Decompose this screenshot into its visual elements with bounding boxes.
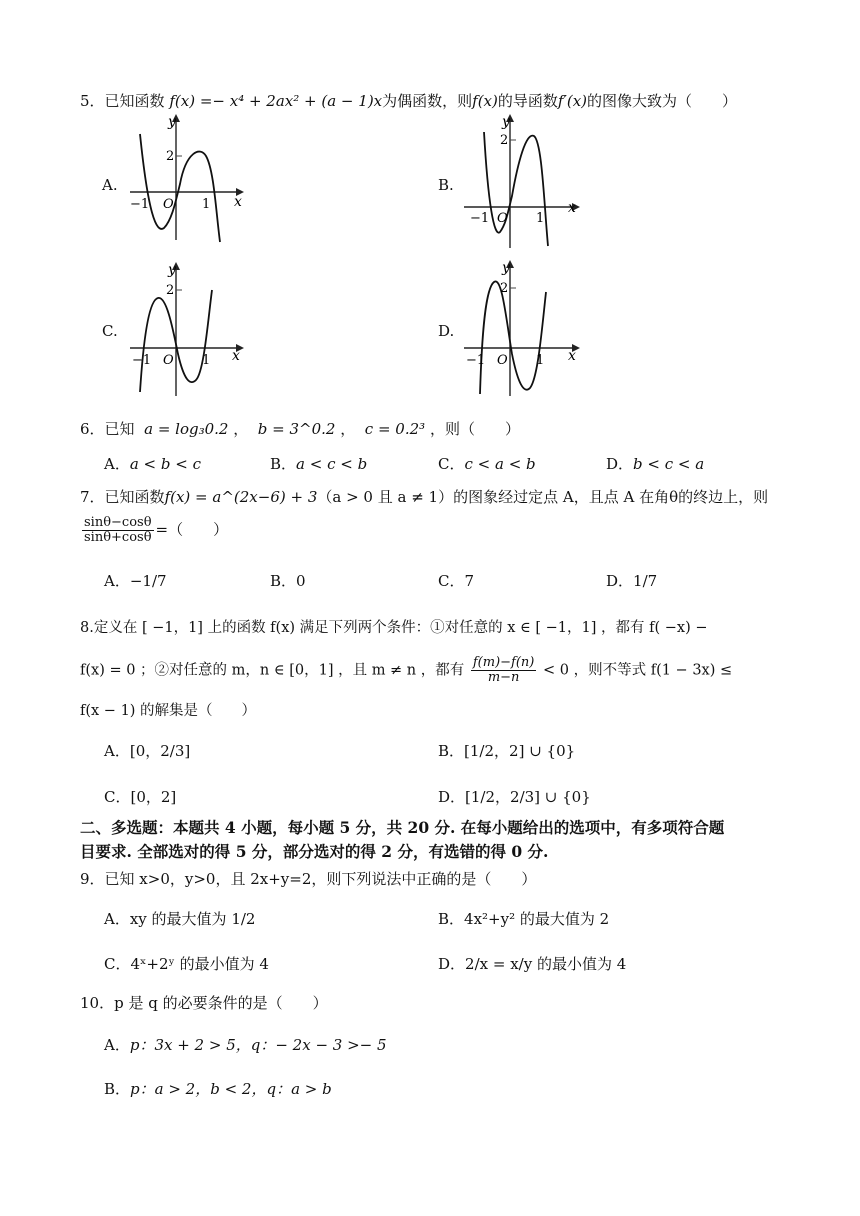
- q5-function: f(x) =− x⁴ + 2ax² + (a − 1)x: [169, 92, 383, 110]
- q7-expression: $\frac{\sin\theta-\cos\theta}{\sin\theta+\cos\theta}$ =（ ）: [84, 515, 229, 545]
- q9-option-c[interactable]: C．4ˣ+2ʸ 的最小值为 4: [104, 955, 269, 973]
- origin-label: O: [497, 353, 508, 368]
- q7-option-b[interactable]: B．0: [270, 572, 306, 590]
- q5-graph-d[interactable]: [460, 258, 582, 400]
- q7-option-c[interactable]: C．7: [438, 572, 475, 590]
- y-axis-label: y: [502, 114, 510, 130]
- q8-option-d[interactable]: D．[1/2，2/3] ∪ {0}: [438, 788, 591, 806]
- q9-stem: 9．已知 x>0，y>0，且 2x+y=2，则下列说法中正确的是（ ）: [80, 870, 537, 888]
- x-axis-label: x: [234, 194, 242, 210]
- q5-option-d-label[interactable]: D.: [438, 322, 455, 340]
- tick-2: 2: [500, 281, 509, 296]
- tick-neg1: −1: [130, 197, 150, 212]
- tick-2: 2: [166, 283, 175, 298]
- y-axis-label: y: [168, 262, 176, 278]
- q5-graph-a[interactable]: [126, 112, 244, 248]
- q10-option-a[interactable]: A．p：3x + 2 > 5，q：− 2x − 3 >− 5: [104, 1036, 387, 1054]
- origin-label: O: [163, 197, 174, 212]
- origin-label: O: [497, 211, 508, 226]
- q8-option-b[interactable]: B．[1/2，2] ∪ {0}: [438, 742, 576, 760]
- q9-option-b[interactable]: B．4x²+y² 的最大值为 2: [438, 910, 610, 928]
- q6-stem: 6．已知 a = log₃0.2 ， b = 3^0.2 ， c = 0.2³ ，则（ ）: [80, 420, 520, 438]
- tick-1: 1: [202, 353, 211, 368]
- q5-graph-c[interactable]: [126, 260, 244, 400]
- q9-option-d[interactable]: D．2/x = x/y 的最小值为 4: [438, 955, 627, 973]
- x-axis-label: x: [232, 348, 240, 364]
- y-axis-label: y: [502, 260, 510, 276]
- section-2-heading-line-2: 目要求. 全部选对的得 5 分，部分选对的得 2 分，有选错的得 0 分.: [80, 842, 549, 861]
- q9-option-a[interactable]: A．xy 的最大值为 1/2: [104, 910, 256, 928]
- q5-option-b-label[interactable]: B.: [438, 176, 454, 194]
- tick-2: 2: [166, 149, 175, 164]
- q7-option-a[interactable]: A．−1/7: [104, 572, 167, 590]
- tick-neg1: −1: [466, 353, 486, 368]
- q5-stem: 5．已知函数 f(x) =− x⁴ + 2ax² + (a − 1)x为偶函数，则f(x)的导函数f′(x)的图像大致为（ ）: [80, 92, 738, 110]
- y-axis-label: y: [168, 114, 176, 130]
- q8-line-1: 8.定义在 [ −1，1] 上的函数 f(x) 满足下列两个条件：①对任意的 x ∈ [ −1，1] ，都有 f( −x) −: [80, 620, 708, 636]
- tick-neg1: −1: [470, 211, 490, 226]
- q8-option-c[interactable]: C．[0，2]: [104, 788, 177, 806]
- q7-stem: 7．已知函数f(x) = a^(2x−6) + 3（a > 0 且 a ≠ 1）的图象经过定点 A，且点 A 在角θ的终边上，则: [80, 488, 769, 506]
- q7-option-d[interactable]: D．1/7: [606, 572, 658, 590]
- section-2-heading-line-1: 二、多选题：本题共 4 小题，每小题 5 分，共 20 分. 在每小题给出的选项中，有多项符合题: [80, 818, 725, 837]
- q8-line-3: f(x − 1) 的解集是（ ）: [80, 703, 257, 719]
- q10-option-b[interactable]: B．p：a > 2，b < 2，q：a > b: [104, 1080, 332, 1098]
- q6-option-d[interactable]: D．b < c < a: [606, 455, 705, 473]
- q5-option-a-label[interactable]: A.: [102, 176, 118, 194]
- q6-option-c[interactable]: C．c < a < b: [438, 455, 536, 473]
- q5-option-c-label[interactable]: C.: [102, 322, 118, 340]
- tick-2: 2: [500, 133, 509, 148]
- x-axis-label: x: [568, 348, 576, 364]
- q6-option-b[interactable]: B．a < c < b: [270, 455, 368, 473]
- x-axis-label: x: [568, 200, 576, 216]
- tick-1: 1: [536, 353, 545, 368]
- q6-option-a[interactable]: A．a < b < c: [104, 455, 201, 473]
- q8-option-a[interactable]: A．[0，2/3]: [104, 742, 191, 760]
- q8-line-2: f(x) = 0 ；②对任意的 m，n ∈ [0，1] ，且 m ≠ n ，都有 $\frac{f(m)-f(n)}{m-n}$ < 0 ，则不等式 f(1 − 3x) ≤: [80, 655, 733, 685]
- tick-neg1: −1: [132, 353, 152, 368]
- origin-label: O: [163, 353, 174, 368]
- tick-1: 1: [536, 211, 545, 226]
- q10-stem: 10．p 是 q 的必要条件的是（ ）: [80, 994, 328, 1012]
- tick-1: 1: [202, 197, 211, 212]
- q5-graph-b[interactable]: [460, 112, 582, 252]
